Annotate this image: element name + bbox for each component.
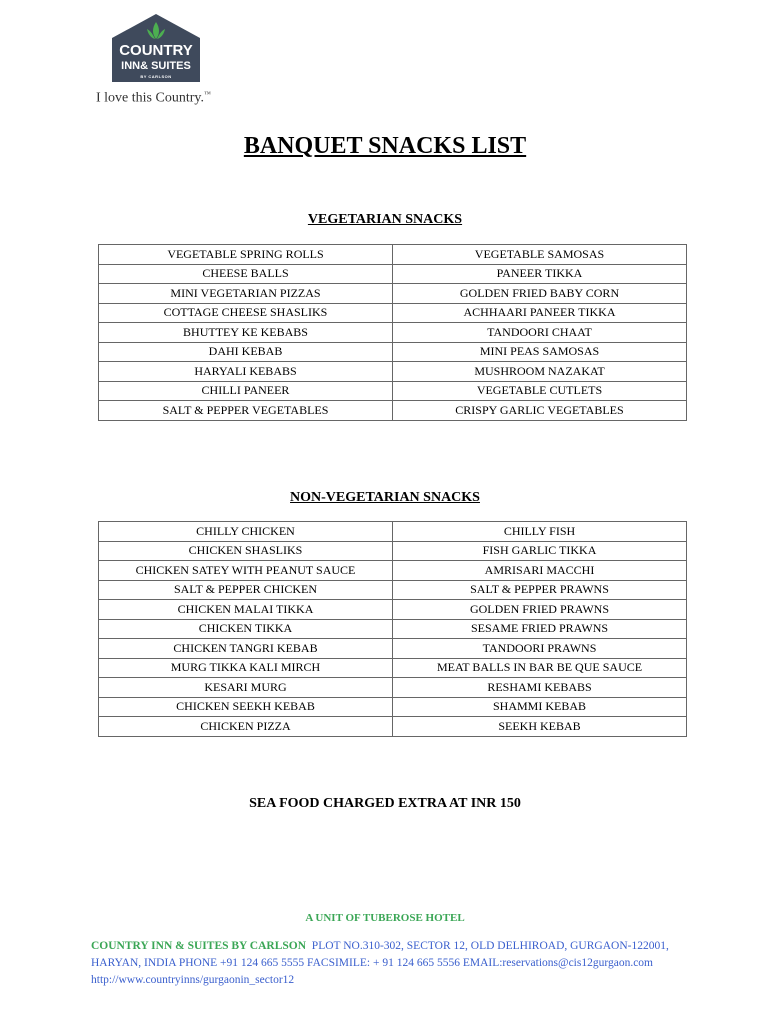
table-row bbox=[99, 600, 687, 620]
nonveg-table bbox=[98, 521, 687, 737]
table-cell: COTTAGE CHEESE SHASLIKS bbox=[99, 303, 393, 323]
table-cell: FISH GARLIC TIKKA bbox=[393, 541, 687, 561]
nonveg-heading: NON-VEGETARIAN SNACKS bbox=[290, 490, 480, 505]
table-cell: VEGETABLE CUTLETS bbox=[393, 381, 687, 401]
table-cell: ACHHAARI PANEER TIKKA bbox=[393, 303, 687, 323]
table-cell: TANDOORI PRAWNS bbox=[393, 639, 687, 659]
table-row bbox=[99, 284, 687, 304]
table-cell: VEGETABLE SAMOSAS bbox=[393, 245, 687, 265]
table-cell: CRISPY GARLIC VEGETABLES bbox=[393, 401, 687, 421]
page-title: BANQUET SNACKS LIST bbox=[243, 133, 527, 159]
footer-address-line-2: HARYAN, INDIA PHONE +91 124 665 5555 FACSIMILE: + 91 124 665 5556 EMAIL:reservations@cis12gurgaon.com bbox=[91, 957, 654, 969]
table-cell: TANDOORI CHAAT bbox=[393, 323, 687, 343]
table-cell: GOLDEN FRIED BABY CORN bbox=[393, 284, 687, 304]
table-cell: SEEKH KEBAB bbox=[393, 717, 687, 737]
table-row bbox=[99, 580, 687, 600]
table-cell: PANEER TIKKA bbox=[393, 264, 687, 284]
table-cell: GOLDEN FRIED PRAWNS bbox=[393, 600, 687, 620]
table-row bbox=[99, 561, 687, 581]
logo-tagline-text: I love this Country. bbox=[96, 90, 204, 106]
table-cell: SHAMMI KEBAB bbox=[393, 697, 687, 717]
table-cell: CHICKEN SEEKH KEBAB bbox=[99, 697, 393, 717]
table-cell: HARYALI KEBABS bbox=[99, 362, 393, 382]
table-cell: VEGETABLE SPRING ROLLS bbox=[99, 245, 393, 265]
table-cell: SALT & PEPPER VEGETABLES bbox=[99, 401, 393, 421]
table-row bbox=[99, 717, 687, 737]
table-row bbox=[99, 362, 687, 382]
table-row bbox=[99, 245, 687, 265]
table-row bbox=[99, 541, 687, 561]
footer-address bbox=[91, 938, 691, 989]
logo-line-inn-suites: INN& SUITES bbox=[121, 60, 191, 72]
table-cell: AMRISARI MACCHI bbox=[393, 561, 687, 581]
table-cell: CHEESE BALLS bbox=[99, 264, 393, 284]
table-cell: CHICKEN SATEY WITH PEANUT SAUCE bbox=[99, 561, 393, 581]
table-row bbox=[99, 303, 687, 323]
seafood-note: SEA FOOD CHARGED EXTRA AT INR 150 bbox=[249, 796, 521, 811]
table-row bbox=[99, 619, 687, 639]
table-cell: SALT & PEPPER CHICKEN bbox=[99, 580, 393, 600]
table-row bbox=[99, 697, 687, 717]
table-cell: BHUTTEY KE KEBABS bbox=[99, 323, 393, 343]
logo-tagline bbox=[96, 90, 211, 107]
table-row bbox=[99, 678, 687, 698]
footer-brand: COUNTRY INN & SUITES BY CARLSON bbox=[91, 940, 307, 952]
table-row bbox=[99, 323, 687, 343]
table-row bbox=[99, 342, 687, 362]
table-cell: CHICKEN MALAI TIKKA bbox=[99, 600, 393, 620]
table-row bbox=[99, 658, 687, 678]
veg-heading: VEGETARIAN SNACKS bbox=[307, 212, 463, 227]
veg-table bbox=[98, 244, 687, 421]
table-row bbox=[99, 381, 687, 401]
footer-line-1 bbox=[91, 938, 691, 955]
table-cell: CHICKEN TIKKA bbox=[99, 619, 393, 639]
table-cell: CHILLY FISH bbox=[393, 522, 687, 542]
table-cell: MUSHROOM NAZAKAT bbox=[393, 362, 687, 382]
logo-line-carlson: BY CARLSON bbox=[140, 74, 172, 79]
table-row bbox=[99, 639, 687, 659]
table-cell: RESHAMI KEBABS bbox=[393, 678, 687, 698]
table-cell: CHICKEN TANGRI KEBAB bbox=[99, 639, 393, 659]
table-row bbox=[99, 264, 687, 284]
table-cell: KESARI MURG bbox=[99, 678, 393, 698]
footer-website-link[interactable]: http://www.countryinns/gurgaonin_sector12 bbox=[91, 974, 295, 986]
table-cell: DAHI KEBAB bbox=[99, 342, 393, 362]
footer-address-line-1: PLOT NO.310-302, SECTOR 12, OLD DELHIROAD, GURGAON-122001, bbox=[311, 940, 669, 952]
table-row bbox=[99, 522, 687, 542]
table-cell: MEAT BALLS IN BAR BE QUE SAUCE bbox=[393, 658, 687, 678]
logo-line-country: COUNTRY bbox=[119, 42, 193, 59]
table-cell: CHICKEN PIZZA bbox=[99, 717, 393, 737]
table-cell: SESAME FRIED PRAWNS bbox=[393, 619, 687, 639]
table-cell: CHICKEN SHASLIKS bbox=[99, 541, 393, 561]
hotel-logo bbox=[96, 12, 226, 112]
logo-tagline-mark: ™ bbox=[203, 90, 211, 98]
table-cell: SALT & PEPPER PRAWNS bbox=[393, 580, 687, 600]
table-row bbox=[99, 401, 687, 421]
table-cell: MINI PEAS SAMOSAS bbox=[393, 342, 687, 362]
table-cell: MURG TIKKA KALI MIRCH bbox=[99, 658, 393, 678]
table-cell: CHILLY CHICKEN bbox=[99, 522, 393, 542]
footer-unit-line: A UNIT OF TUBEROSE HOTEL bbox=[305, 912, 465, 924]
table-cell: CHILLI PANEER bbox=[99, 381, 393, 401]
table-cell: MINI VEGETARIAN PIZZAS bbox=[99, 284, 393, 304]
